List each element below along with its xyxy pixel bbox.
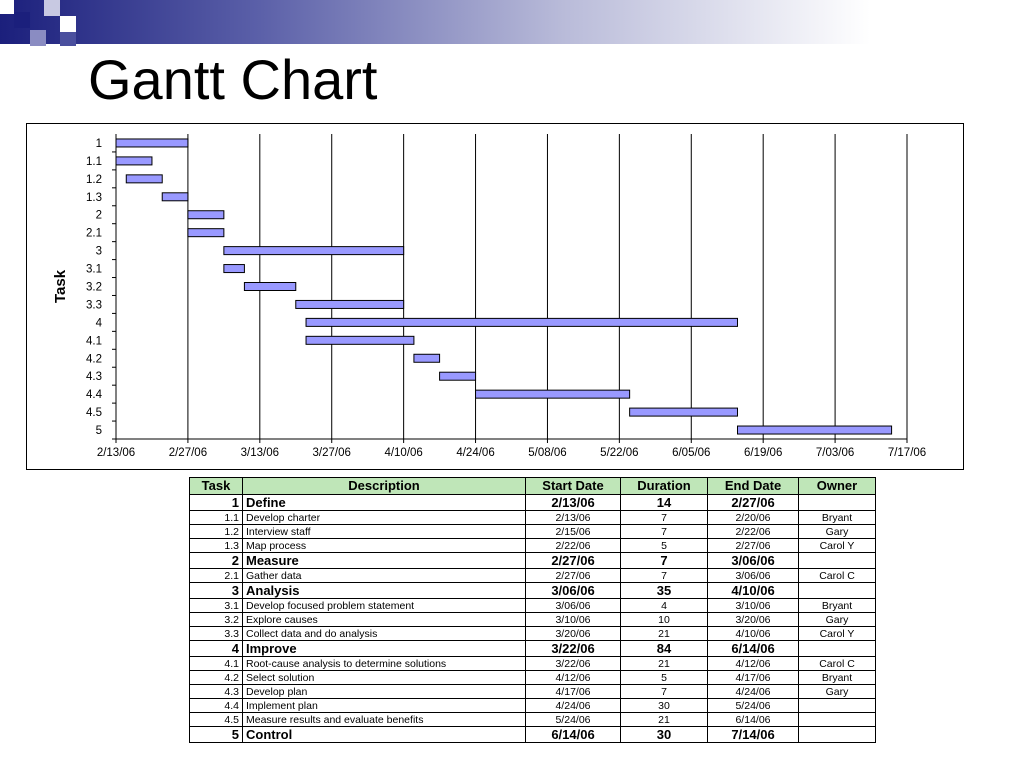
x-tick-label: 4/10/06 xyxy=(384,447,423,459)
table-cell-dur: 7 xyxy=(621,685,708,699)
table-cell-owner: Carol Y xyxy=(799,627,876,641)
x-tick-label: 3/13/06 xyxy=(240,447,280,459)
decor-square-6 xyxy=(60,32,76,46)
table-row xyxy=(190,627,876,641)
table-cell-start: 2/13/06 xyxy=(526,495,621,511)
y-tick-label: 1.2 xyxy=(86,173,102,186)
table-cell-dur: 84 xyxy=(621,641,708,657)
table-cell-task: 2 xyxy=(190,553,243,569)
gantt-bar xyxy=(630,408,738,416)
table-row xyxy=(190,569,876,583)
table-cell-end: 4/12/06 xyxy=(708,657,799,671)
y-tick-label: 4.2 xyxy=(86,353,102,366)
table-cell-start: 4/12/06 xyxy=(526,671,621,685)
table-cell-end: 3/06/06 xyxy=(708,569,799,583)
gantt-bar xyxy=(440,372,476,380)
table-cell-desc: Root-cause analysis to determine solutions xyxy=(243,657,526,671)
table-cell-end: 2/27/06 xyxy=(708,495,799,511)
table-cell-owner xyxy=(799,713,876,727)
table-cell-end: 6/14/06 xyxy=(708,713,799,727)
table-row xyxy=(190,511,876,525)
table-cell-owner: Bryant xyxy=(799,511,876,525)
table-cell-desc: Control xyxy=(243,727,526,743)
x-tick-label: 7/03/06 xyxy=(815,447,855,459)
table-row xyxy=(190,583,876,599)
table-cell-dur: 21 xyxy=(621,627,708,641)
gantt-bar xyxy=(188,229,224,237)
table-cell-desc: Develop focused problem statement xyxy=(243,599,526,613)
slide-title: Gantt Chart xyxy=(88,48,378,111)
table-cell-start: 4/17/06 xyxy=(526,685,621,699)
gantt-bar xyxy=(738,426,892,434)
table-cell-desc: Gather data xyxy=(243,569,526,583)
x-tick-label: 6/19/06 xyxy=(743,447,783,459)
y-tick-label: 3 xyxy=(95,245,102,258)
y-tick-label: 2 xyxy=(95,209,102,222)
table-header-cell: Owner xyxy=(799,478,876,495)
table-cell-task: 1.3 xyxy=(190,539,243,553)
gantt-bar xyxy=(126,175,162,183)
table-cell-desc: Implement plan xyxy=(243,699,526,713)
table-header-cell: End Date xyxy=(708,478,799,495)
table-row xyxy=(190,539,876,553)
table-row xyxy=(190,713,876,727)
table-cell-desc: Improve xyxy=(243,641,526,657)
table-cell-end: 4/24/06 xyxy=(708,685,799,699)
table-cell-dur: 30 xyxy=(621,727,708,743)
table-cell-end: 6/14/06 xyxy=(708,641,799,657)
table-cell-desc: Explore causes xyxy=(243,613,526,627)
table-cell-dur: 4 xyxy=(621,599,708,613)
table-body xyxy=(190,495,876,743)
table-cell-dur: 5 xyxy=(621,539,708,553)
x-tick-label: 7/17/06 xyxy=(887,447,927,459)
decor-square-4 xyxy=(60,16,76,32)
table-cell-task: 4.3 xyxy=(190,685,243,699)
table-cell-desc: Select solution xyxy=(243,671,526,685)
table-cell-start: 3/06/06 xyxy=(526,583,621,599)
table-cell-dur: 7 xyxy=(621,569,708,583)
table-cell-dur: 21 xyxy=(621,713,708,727)
table-row xyxy=(190,699,876,713)
table-row xyxy=(190,495,876,511)
table-cell-task: 3.2 xyxy=(190,613,243,627)
table-cell-owner xyxy=(799,495,876,511)
gantt-bar xyxy=(414,354,440,362)
table-row xyxy=(190,525,876,539)
title-band xyxy=(0,0,1024,44)
table-cell-desc: Develop charter xyxy=(243,511,526,525)
table-cell-start: 2/27/06 xyxy=(526,553,621,569)
table-cell-task: 1 xyxy=(190,495,243,511)
decor-square-5 xyxy=(30,30,46,46)
table-header-row xyxy=(190,478,876,495)
table-cell-end: 2/22/06 xyxy=(708,525,799,539)
table-cell-owner: Gary xyxy=(799,525,876,539)
table-cell-end: 2/20/06 xyxy=(708,511,799,525)
x-tick-label: 2/13/06 xyxy=(96,447,136,459)
table-cell-dur: 35 xyxy=(621,583,708,599)
table-cell-start: 2/13/06 xyxy=(526,511,621,525)
table-cell-start: 3/06/06 xyxy=(526,599,621,613)
table-cell-start: 2/22/06 xyxy=(526,539,621,553)
table-cell-task: 3.3 xyxy=(190,627,243,641)
gantt-bar xyxy=(116,139,188,147)
table-cell-end: 2/27/06 xyxy=(708,539,799,553)
table-cell-dur: 5 xyxy=(621,671,708,685)
x-tick-label: 3/27/06 xyxy=(312,447,351,459)
table-cell-task: 4.1 xyxy=(190,657,243,671)
table-cell-end: 5/24/06 xyxy=(708,699,799,713)
x-tick-label: 5/08/06 xyxy=(528,447,567,459)
gantt-bar xyxy=(116,157,152,165)
y-tick-label: 1.1 xyxy=(86,155,102,168)
y-tick-label: 1.3 xyxy=(86,191,102,204)
table-cell-start: 5/24/06 xyxy=(526,713,621,727)
y-tick-label: 3.1 xyxy=(86,263,102,276)
table-cell-dur: 7 xyxy=(621,553,708,569)
table-cell-end: 3/20/06 xyxy=(708,613,799,627)
table-cell-task: 1.1 xyxy=(190,511,243,525)
y-tick-label: 4.5 xyxy=(86,407,102,420)
table-cell-dur: 10 xyxy=(621,613,708,627)
table-cell-dur: 7 xyxy=(621,525,708,539)
table-cell-owner: Gary xyxy=(799,613,876,627)
table-row xyxy=(190,671,876,685)
table-cell-owner: Carol Y xyxy=(799,539,876,553)
gantt-chart xyxy=(27,124,963,469)
table-cell-task: 3 xyxy=(190,583,243,599)
table-row xyxy=(190,641,876,657)
table-row xyxy=(190,553,876,569)
gantt-bar xyxy=(224,265,245,273)
table-cell-owner xyxy=(799,553,876,569)
table-cell-owner: Carol C xyxy=(799,657,876,671)
decor-square-1 xyxy=(0,0,14,14)
table-cell-owner: Bryant xyxy=(799,599,876,613)
table-cell-task: 2.1 xyxy=(190,569,243,583)
table-cell-task: 5 xyxy=(190,727,243,743)
table-cell-start: 6/14/06 xyxy=(526,727,621,743)
table-cell-start: 4/24/06 xyxy=(526,699,621,713)
table-cell-start: 3/10/06 xyxy=(526,613,621,627)
y-tick-label: 3.2 xyxy=(86,281,102,294)
table-header-cell: Task xyxy=(190,478,243,495)
table-cell-start: 2/15/06 xyxy=(526,525,621,539)
gantt-bar xyxy=(244,283,295,291)
table-cell-desc: Measure results and evaluate benefits xyxy=(243,713,526,727)
table-row xyxy=(190,613,876,627)
table-row xyxy=(190,599,876,613)
y-tick-label: 4.4 xyxy=(86,389,102,402)
y-axis-title: Task xyxy=(52,269,69,304)
y-tick-label: 3.3 xyxy=(86,299,102,312)
y-tick-label: 5 xyxy=(95,425,102,438)
table-cell-task: 4.4 xyxy=(190,699,243,713)
table-cell-end: 4/10/06 xyxy=(708,627,799,641)
x-tick-label: 2/27/06 xyxy=(168,447,208,459)
gantt-bar xyxy=(224,247,404,255)
table-cell-owner: Bryant xyxy=(799,671,876,685)
table-cell-end: 7/14/06 xyxy=(708,727,799,743)
table-cell-owner: Carol C xyxy=(799,569,876,583)
table-cell-desc: Collect data and do analysis xyxy=(243,627,526,641)
table-cell-start: 2/27/06 xyxy=(526,569,621,583)
gantt-bar xyxy=(188,211,224,219)
task-table xyxy=(189,477,876,743)
table-cell-end: 4/10/06 xyxy=(708,583,799,599)
x-tick-label: 5/22/06 xyxy=(600,447,639,459)
decor-square-2 xyxy=(14,12,30,28)
decor-square-3 xyxy=(44,0,60,16)
table-cell-desc: Analysis xyxy=(243,583,526,599)
table-header-cell: Description xyxy=(243,478,526,495)
table-cell-start: 3/22/06 xyxy=(526,641,621,657)
table-cell-dur: 21 xyxy=(621,657,708,671)
table-cell-task: 4.5 xyxy=(190,713,243,727)
table-cell-task: 4 xyxy=(190,641,243,657)
x-tick-label: 4/24/06 xyxy=(456,447,495,459)
table-cell-desc: Interview staff xyxy=(243,525,526,539)
table-cell-start: 3/22/06 xyxy=(526,657,621,671)
table-cell-end: 3/06/06 xyxy=(708,553,799,569)
table-cell-desc: Measure xyxy=(243,553,526,569)
table-row xyxy=(190,727,876,743)
table-cell-dur: 14 xyxy=(621,495,708,511)
y-tick-label: 4 xyxy=(95,317,102,330)
table-cell-owner xyxy=(799,641,876,657)
x-tick-label: 6/05/06 xyxy=(672,447,711,459)
table-cell-desc: Map process xyxy=(243,539,526,553)
table-cell-start: 3/20/06 xyxy=(526,627,621,641)
gantt-bar xyxy=(306,318,737,326)
table-cell-end: 4/17/06 xyxy=(708,671,799,685)
table-cell-dur: 30 xyxy=(621,699,708,713)
table-cell-task: 1.2 xyxy=(190,525,243,539)
table-cell-desc: Define xyxy=(243,495,526,511)
gantt-bar xyxy=(296,300,404,308)
table-cell-end: 3/10/06 xyxy=(708,599,799,613)
gantt-bar xyxy=(162,193,188,201)
gantt-bar xyxy=(306,336,414,344)
table-cell-owner xyxy=(799,583,876,599)
y-tick-label: 1 xyxy=(95,137,102,150)
table-cell-task: 4.2 xyxy=(190,671,243,685)
table-cell-desc: Develop plan xyxy=(243,685,526,699)
table-cell-owner xyxy=(799,699,876,713)
y-tick-label: 2.1 xyxy=(86,227,102,240)
gantt-bar xyxy=(476,390,630,398)
table-row xyxy=(190,657,876,671)
table-row xyxy=(190,685,876,699)
table-header-cell: Duration xyxy=(621,478,708,495)
y-tick-label: 4.1 xyxy=(86,335,102,348)
table-cell-owner: Gary xyxy=(799,685,876,699)
table-cell-dur: 7 xyxy=(621,511,708,525)
table-header-cell: Start Date xyxy=(526,478,621,495)
table-cell-owner xyxy=(799,727,876,743)
gantt-chart-frame xyxy=(26,123,964,470)
table-cell-task: 3.1 xyxy=(190,599,243,613)
y-tick-label: 4.3 xyxy=(86,371,102,384)
